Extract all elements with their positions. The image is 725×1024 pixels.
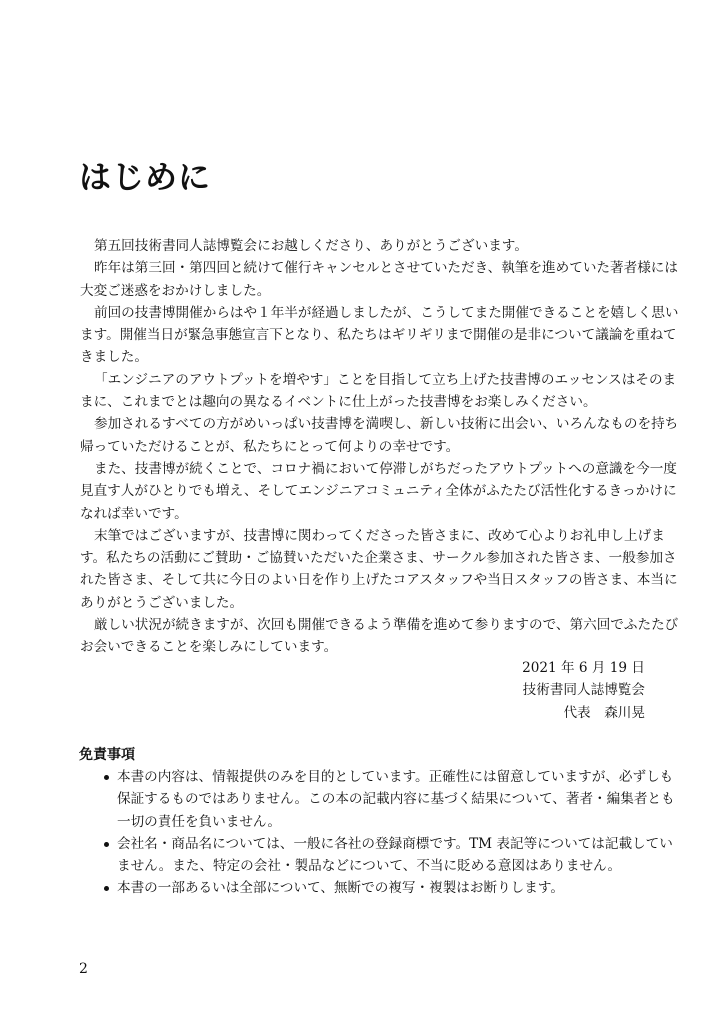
paragraph xyxy=(80,413,679,458)
signature xyxy=(522,657,645,724)
page-title: はじめに xyxy=(79,158,212,196)
paragraph-line: まに、これまでとは趣向の異なるイベントに仕上がった技書博をお楽しみください。 xyxy=(80,394,597,411)
paragraph-line: 第五回技術書同人誌博覧会にお越しくださり、ありがとうございます。 xyxy=(94,238,528,254)
disclaimer-line: 本書の内容は、情報提供のみを目的としています。正確性には留意していますが、必ずしも xyxy=(117,769,674,785)
paragraph xyxy=(80,257,678,302)
paragraph-line: きました。 xyxy=(80,349,148,366)
paragraph-line: 末筆ではございますが、技書博に関わってくださった皆さまに、改めて心よりお礼申し上げま xyxy=(94,527,665,544)
paragraph-line: なれば幸いです。 xyxy=(80,505,188,522)
paragraph-line: 厳しい状況が続きますが、次回も開催できるよう準備を進めて参りますので、第六回でふたたび xyxy=(94,617,679,634)
disclaimer-line: 保証するものではありません。この本の記載内容に基づく結果について、著者・編集者とも xyxy=(117,791,675,808)
paragraph-line: 見直す人がひとりでも増え、そしてエンジニアコミュニティ全体がふたたび活性化するきっかけに xyxy=(80,483,677,500)
paragraph-line: 昨年は第三回・第四回と続けて催行キャンセルとさせていただき、執筆を進めていた著者様には xyxy=(94,260,678,277)
paragraph-line: 「エンジニアのアウトプットを増やす」ことを目指して立ち上げた技書博のエッセンスはそのま xyxy=(94,371,677,388)
disclaimer-line: ません。また、特定の会社・製品などについて、不当に貶める意図はありません。 xyxy=(117,858,622,875)
paragraph xyxy=(80,302,679,369)
paragraph xyxy=(80,458,677,525)
disclaimer-item xyxy=(100,766,675,833)
disclaimer-heading: 免責事項 xyxy=(79,747,135,763)
paragraph-line: ます。開催当日が緊急事態宣言下となり、私たちはギリギリまで開催の是非について議論を重ねて xyxy=(80,327,677,344)
paragraph-line: ありがとうございました。 xyxy=(80,594,244,611)
disclaimer-item xyxy=(100,877,645,899)
signature-date: 2021 年 6 月 19 日 xyxy=(522,660,645,676)
disclaimer-line: 一切の責任を負いません。 xyxy=(117,813,281,830)
preface-body xyxy=(80,235,679,659)
paragraph xyxy=(80,235,645,257)
paragraph xyxy=(80,614,679,659)
paragraph-line: お会いできることを楽しみにしています。 xyxy=(80,639,338,656)
paragraph xyxy=(80,525,678,614)
bullet-icon xyxy=(104,842,109,847)
signature-rep: 代表 森川晃 xyxy=(563,704,645,721)
disclaimer-list xyxy=(100,766,675,900)
paragraph-line: れた皆さま、そして共に今日のよい日を作り上げたコアスタッフや当日スタッフの皆さま、本当に xyxy=(80,572,678,589)
bullet-icon xyxy=(104,775,109,780)
paragraph-line: 帰っていただけることが、私たちにとって何よりの幸せです。 xyxy=(80,438,460,455)
signature-org: 技術書同人誌博覧会 xyxy=(522,682,645,699)
paragraph xyxy=(80,369,677,414)
disclaimer-item xyxy=(100,833,673,878)
page-number: 2 xyxy=(79,961,88,977)
paragraph-line: 大変ご迷惑をおかけしました。 xyxy=(80,282,271,299)
paragraph-line: また、技書博が続くことで、コロナ禍において停滞しがちだったアウトプットへの意識を今一度 xyxy=(94,460,677,477)
disclaimer-line: 本書の一部あるいは全部について、無断での複写・複製はお断りします。 xyxy=(117,880,564,897)
paragraph-line: 参加されるすべての方がめいっぱい技書博を満喫し、新しい技術に出会い、いろんなものを持ち xyxy=(94,416,679,433)
bullet-icon xyxy=(104,886,109,891)
paragraph-line: す。私たちの活動にご賛助・ご協賛いただいた企業さま、サークル参加された皆さま、一般参加さ xyxy=(80,550,677,567)
paragraph-line: 前回の技書博開催からはや１年半が経過しましたが、こうしてまた開催できることを嬉しく思い xyxy=(94,304,679,321)
disclaimer-line: 会社名・商品名については、一般に各社の登録商標です。TM 表記等については記載してい xyxy=(117,835,673,852)
